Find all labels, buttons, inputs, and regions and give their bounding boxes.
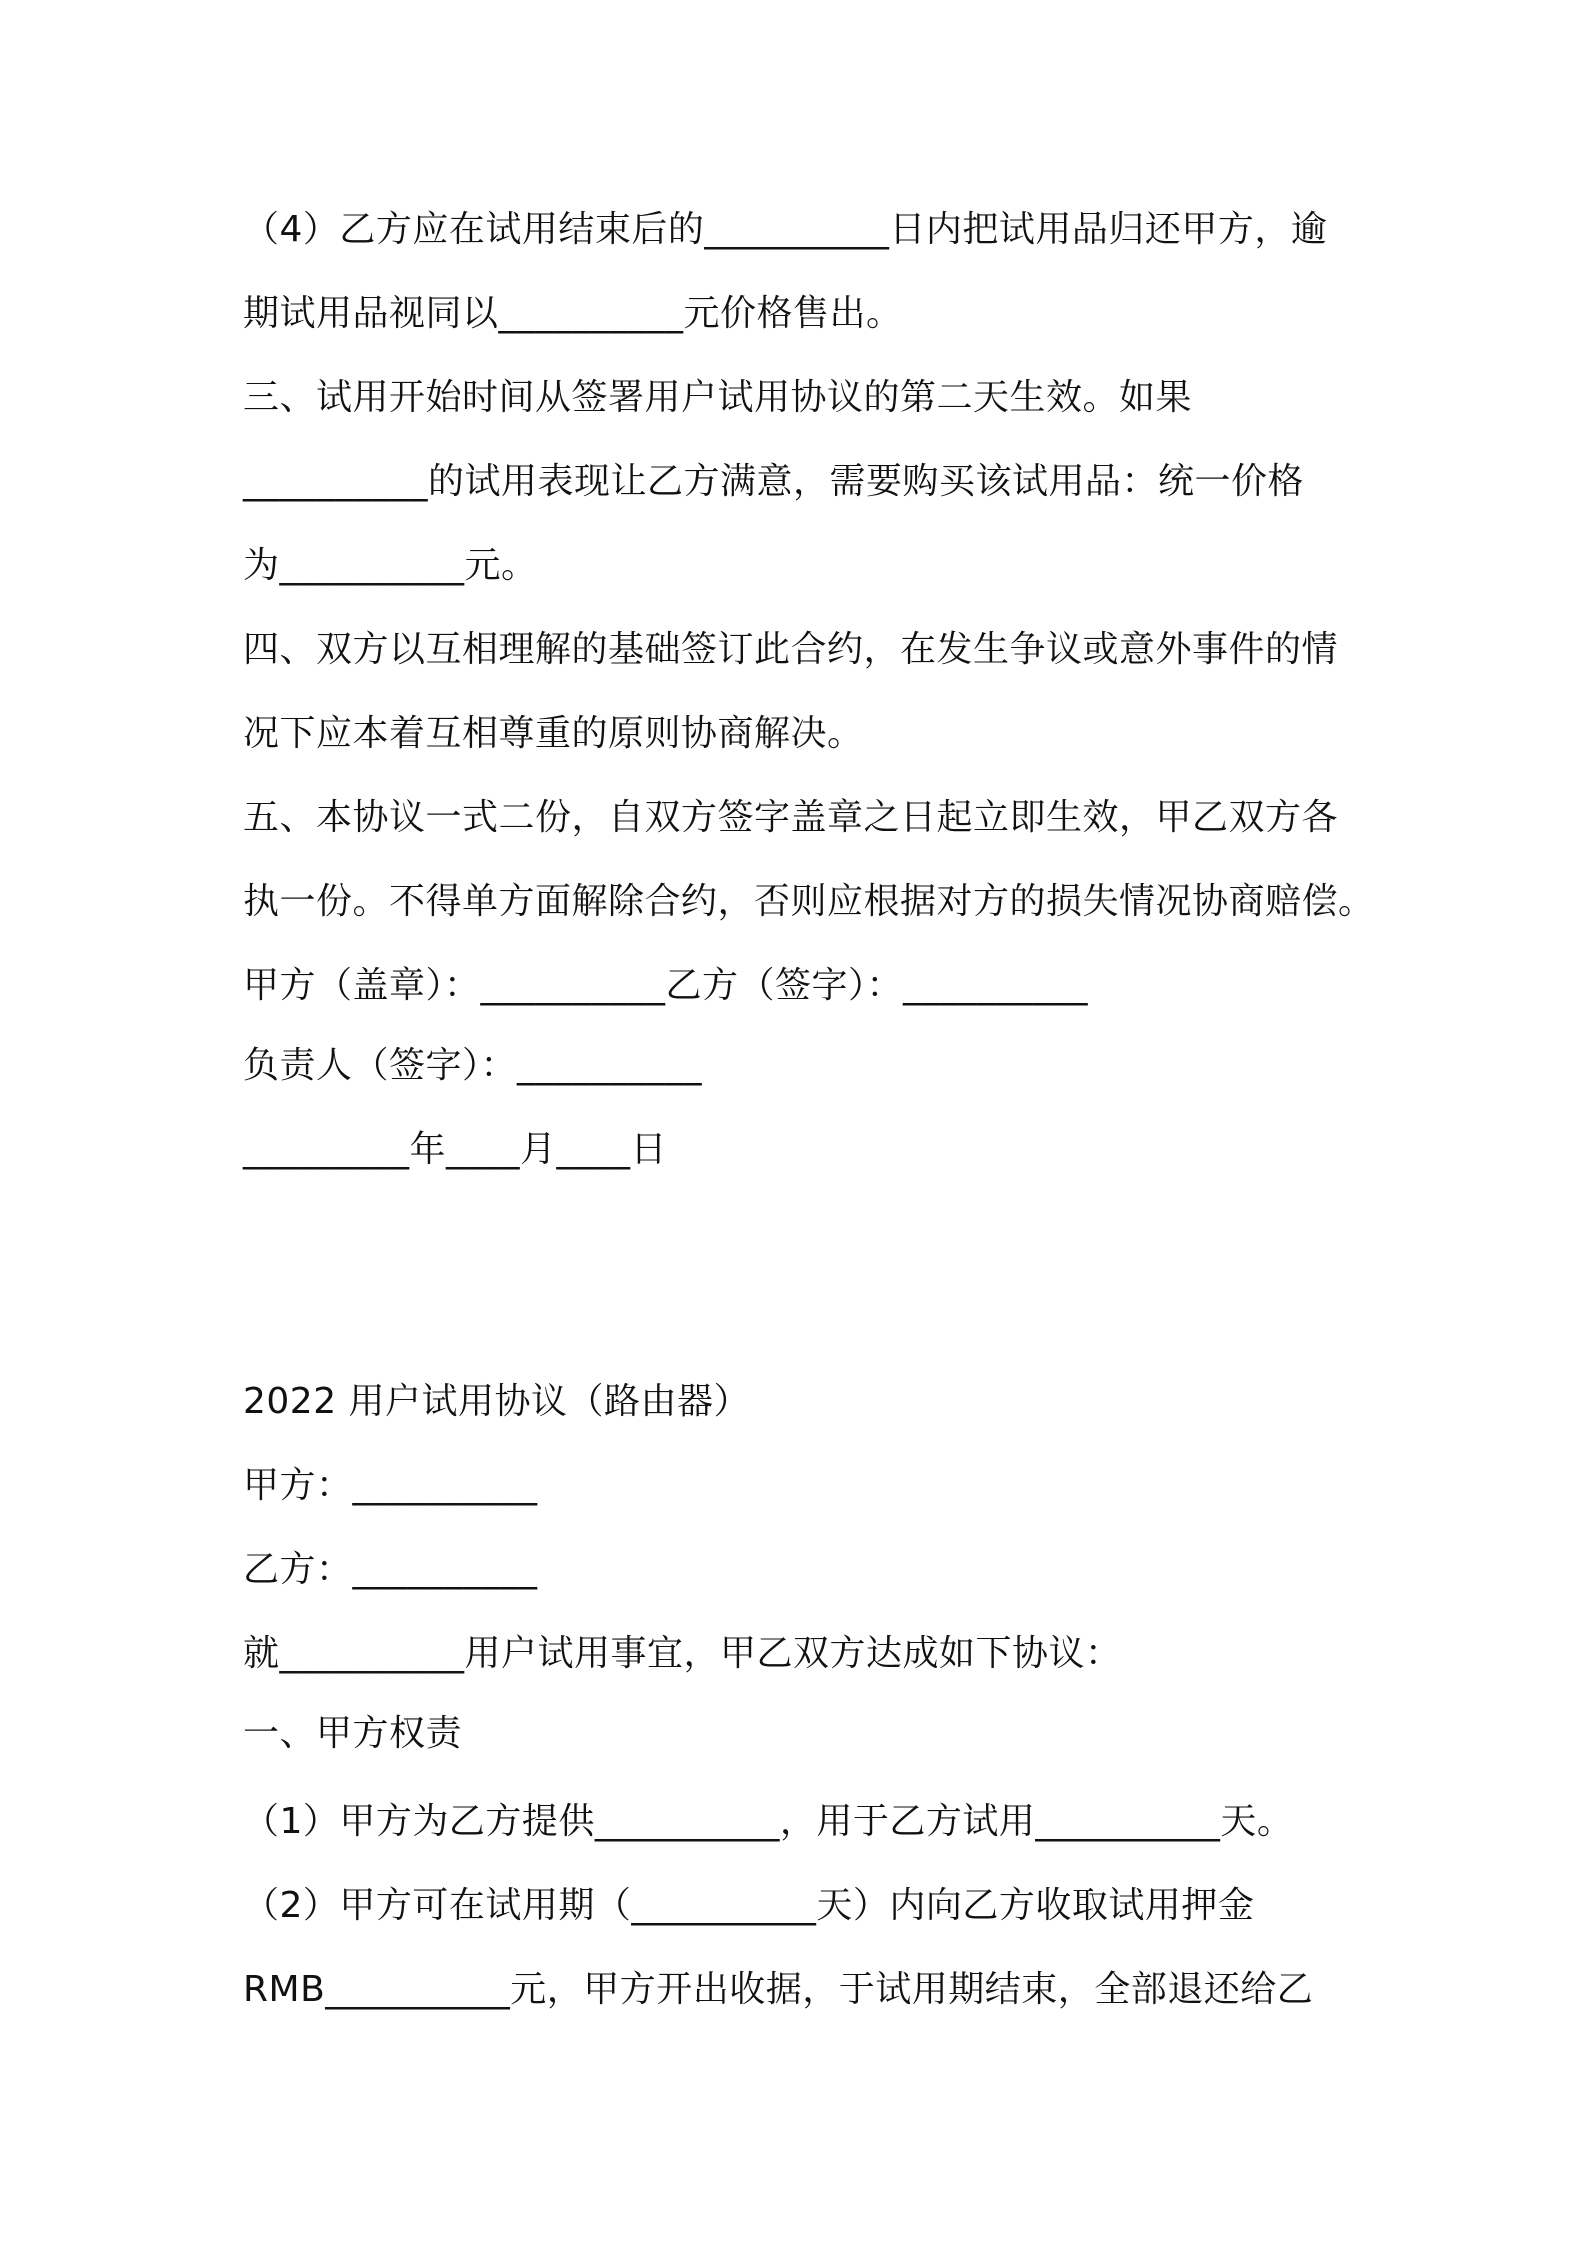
section-1-clause-2-line-1: （2）甲方可在试用期（__________天）内向乙方收取试用押金	[243, 1885, 1255, 1926]
section-5-line-2: 执一份。不得单方面解除合约，否则应根据对方的损失情况协商赔偿。	[243, 881, 1375, 922]
section-3-line-1: 三、试用开始时间从签署用户试用协议的第二天生效。如果	[243, 377, 1193, 418]
section-4-line-2: 况下应本着互相尊重的原则协商解决。	[243, 713, 864, 754]
party-a-line: 甲方：__________	[243, 1465, 538, 1506]
clause-4-line-2: 期试用品视同以__________元价格售出。	[243, 293, 903, 334]
section-4-line-1: 四、双方以互相理解的基础签订此合约，在发生争议或意外事件的情	[243, 629, 1339, 670]
signature-responsible-line: 负责人（签字）：__________	[243, 1045, 703, 1086]
agreement-title: 2022 用户试用协议（路由器）	[243, 1381, 751, 1422]
section-5-line-1: 五、本协议一式二份，自双方签字盖章之日起立即生效，甲乙双方各	[243, 797, 1339, 838]
section-1-heading: 一、甲方权责	[243, 1713, 463, 1754]
party-b-line: 乙方：__________	[243, 1549, 538, 1590]
signature-parties-line: 甲方（盖章）：__________乙方（签字）：__________	[243, 965, 1089, 1006]
section-3-line-3: 为__________元。	[243, 545, 538, 586]
clause-4-line-1: （4）乙方应在试用结束后的__________日内把试用品归还甲方，逾	[243, 209, 1328, 250]
section-3-line-2: __________的试用表现让乙方满意，需要购买该试用品：统一价格	[243, 461, 1305, 502]
preamble-line: 就__________用户试用事宜，甲乙双方达成如下协议：	[243, 1633, 1122, 1674]
section-1-clause-1: （1）甲方为乙方提供__________，用于乙方试用__________天。	[243, 1801, 1294, 1842]
section-1-clause-2-line-2: RMB__________元，甲方开出收据，于试用期结束，全部退还给乙	[243, 1969, 1314, 2010]
signature-date-line: _________年____月____日	[243, 1129, 667, 1170]
